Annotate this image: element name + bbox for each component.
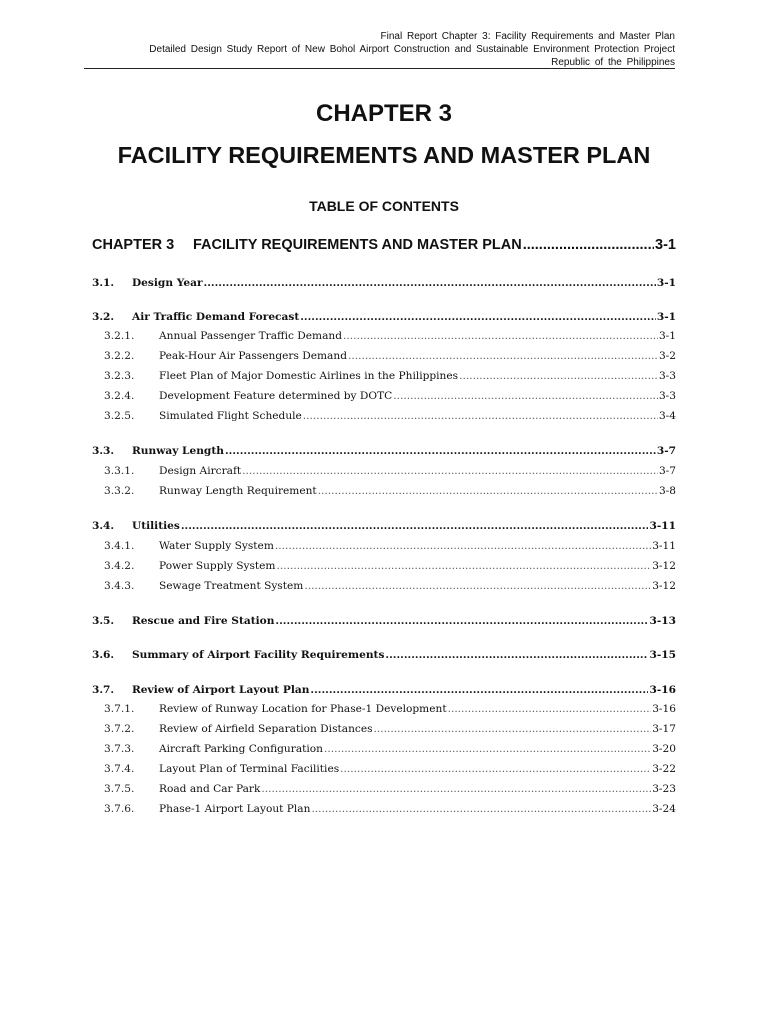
toc-entry-number: 3.2.1. <box>104 330 135 342</box>
toc-entry-page: 3-22 <box>652 763 676 775</box>
toc-entry-title: Design Aircraft <box>159 465 242 477</box>
toc-entry-title: Runway Length <box>132 445 224 457</box>
toc-entry[interactable] <box>104 465 676 477</box>
toc-entry-page: 3-3 <box>658 370 676 382</box>
toc-leader-dots <box>448 703 652 715</box>
header-country: Republic of the Philippines <box>551 57 675 68</box>
toc-entry-page: 3-16 <box>649 684 676 696</box>
chapter-title: FACILITY REQUIREMENTS AND MASTER PLAN <box>117 142 651 168</box>
toc-entry-page: 3-20 <box>652 743 676 755</box>
toc-entry-title: Runway Length Requirement <box>159 485 317 497</box>
toc-entry-page: 3-3 <box>658 390 676 402</box>
toc-title: TABLE OF CONTENTS <box>309 198 459 214</box>
toc-entry-page: 3-7 <box>656 445 676 457</box>
toc-entry-page: 3-12 <box>652 560 676 572</box>
toc-entry[interactable] <box>104 763 676 775</box>
toc-entry-page: 3-2 <box>658 350 676 362</box>
toc-entry-title: Simulated Flight Schedule <box>159 410 302 422</box>
toc-entry[interactable] <box>104 350 676 362</box>
toc-entry-title: Power Supply System <box>159 560 276 572</box>
toc-entry-page: 3-12 <box>652 580 676 592</box>
toc-entry-title: Design Year <box>132 277 203 289</box>
toc-entry-page: 3-24 <box>652 803 676 815</box>
toc-entry[interactable] <box>92 311 676 323</box>
toc-entry[interactable] <box>104 783 676 795</box>
toc-entry-number: 3.4. <box>92 520 115 532</box>
toc-entry[interactable] <box>104 330 676 342</box>
toc-leader-dots <box>374 723 652 735</box>
toc-leader-dots <box>261 783 651 795</box>
toc-entry-number: 3.3.2. <box>104 485 135 497</box>
toc-entry-number: 3.1. <box>92 277 115 289</box>
toc-entry[interactable] <box>104 390 676 402</box>
toc-entry-number: 3.2.5. <box>104 410 135 422</box>
toc-entry[interactable] <box>104 370 676 382</box>
header-project-title: Detailed Design Study Report of New Bohol Airport Construction and Sustainable Environment Protection Project <box>149 44 675 55</box>
toc-entry-page: 3-17 <box>652 723 676 735</box>
toc-entry-page: 3-1 <box>656 277 676 289</box>
toc-entry[interactable] <box>92 277 676 289</box>
toc-entry[interactable] <box>92 615 676 627</box>
toc-entry[interactable] <box>92 684 676 696</box>
toc-entry-title: Fleet Plan of Major Domestic Airlines in the Philippines <box>159 370 459 382</box>
toc-entry-title: Review of Airfield Separation Distances <box>159 723 373 735</box>
toc-leader-dots <box>311 803 651 815</box>
toc-entry-page: 3-11 <box>652 540 676 552</box>
toc-entry-number: 3.7.6. <box>104 803 135 815</box>
toc-leader-dots <box>304 580 651 592</box>
toc-leader-dots <box>523 237 654 253</box>
toc-entry-title: Air Traffic Demand Forecast <box>132 311 300 323</box>
toc-entry[interactable] <box>104 560 676 572</box>
toc-leader-dots <box>204 277 656 289</box>
toc-entry-number: 3.6. <box>92 649 115 661</box>
toc-entry-number: 3.7.3. <box>104 743 135 755</box>
toc-entry-page: 3-16 <box>652 703 676 715</box>
toc-entry-title: Sewage Treatment System <box>159 580 304 592</box>
toc-entry[interactable] <box>104 703 676 715</box>
toc-entry-page: 3-8 <box>658 485 676 497</box>
toc-entry-number: 3.2.3. <box>104 370 135 382</box>
toc-entry-number: 3.7.4. <box>104 763 135 775</box>
toc-entry[interactable] <box>104 743 676 755</box>
toc-entry-number: 3.3. <box>92 445 115 457</box>
toc-leader-dots <box>310 684 648 696</box>
toc-entry-number: 3.4.2. <box>104 560 135 572</box>
toc-entry[interactable] <box>92 237 676 253</box>
toc-entry-title: Review of Airport Layout Plan <box>132 684 310 696</box>
toc-entry-title: Summary of Airport Facility Requirements <box>132 649 385 661</box>
toc-entry-page: 3-15 <box>649 649 676 661</box>
toc-entry-title: Review of Runway Location for Phase-1 Development <box>159 703 447 715</box>
toc-entry-title: Annual Passenger Traffic Demand <box>159 330 342 342</box>
toc-entry-page: 3-1 <box>658 330 676 342</box>
toc-entry-number: 3.7.2. <box>104 723 135 735</box>
toc-entry[interactable] <box>104 540 676 552</box>
toc-entry-page: 3-23 <box>652 783 676 795</box>
toc-leader-dots <box>276 560 651 572</box>
toc-entry-page: 3-1 <box>656 311 676 323</box>
toc-leader-dots <box>343 330 658 342</box>
toc-entry-title: Layout Plan of Terminal Facilities <box>159 763 340 775</box>
toc-entry-title: Peak-Hour Air Passengers Demand <box>159 350 347 362</box>
toc-leader-dots <box>181 520 649 532</box>
toc-leader-dots <box>318 485 658 497</box>
toc-leader-dots <box>303 410 658 422</box>
toc-entry-title: Development Feature determined by DOTC <box>159 390 393 402</box>
toc-entry[interactable] <box>104 580 676 592</box>
toc-entry-number: 3.2. <box>92 311 115 323</box>
toc-entry[interactable] <box>104 803 676 815</box>
toc-entry-number: CHAPTER 3 <box>92 237 175 253</box>
toc-entry-number: 3.2.4. <box>104 390 135 402</box>
toc-entry-number: 3.7.5. <box>104 783 135 795</box>
toc-entry-number: 3.7. <box>92 684 115 696</box>
toc-leader-dots <box>348 350 658 362</box>
toc-entry-number: 3.7.1. <box>104 703 135 715</box>
toc-leader-dots <box>300 311 656 323</box>
toc-entry-number: 3.4.3. <box>104 580 135 592</box>
toc-entry[interactable] <box>104 723 676 735</box>
toc-entry-title: Phase-1 Airport Layout Plan <box>159 803 311 815</box>
toc-entry-number: 3.3.1. <box>104 465 135 477</box>
toc-entry-title: Road and Car Park <box>159 783 261 795</box>
toc-entry[interactable] <box>92 520 676 532</box>
toc-entry-title: Rescue and Fire Station <box>132 615 275 627</box>
toc-leader-dots <box>275 615 648 627</box>
toc-entry-number: 3.4.1. <box>104 540 135 552</box>
toc-entry-number: 3.2.2. <box>104 350 135 362</box>
toc-entry[interactable] <box>104 485 676 497</box>
toc-leader-dots <box>385 649 648 661</box>
toc-entry-number: 3.5. <box>92 615 115 627</box>
toc-leader-dots <box>340 763 651 775</box>
toc-entry-page: 3-7 <box>658 465 676 477</box>
toc-entry-title: Utilities <box>132 520 180 532</box>
toc-entry[interactable] <box>92 649 676 661</box>
toc-entry-title: Water Supply System <box>159 540 274 552</box>
toc-leader-dots <box>225 445 656 457</box>
toc-leader-dots <box>324 743 651 755</box>
toc-leader-dots <box>393 390 658 402</box>
toc-entry-title: Aircraft Parking Configuration <box>159 743 323 755</box>
toc-entry-page: 3-1 <box>655 237 676 253</box>
toc-leader-dots <box>275 540 651 552</box>
toc-entry-page: 3-11 <box>649 520 676 532</box>
chapter-number: CHAPTER 3 <box>315 100 453 127</box>
toc-entry-title: FACILITY REQUIREMENTS AND MASTER PLAN <box>193 237 522 253</box>
header-report-title: Final Report Chapter 3: Facility Requirements and Master Plan <box>380 31 675 42</box>
toc-leader-dots <box>242 465 658 477</box>
toc-entry-page: 3-4 <box>658 410 676 422</box>
toc-leader-dots <box>459 370 658 382</box>
toc-entry[interactable] <box>92 445 676 457</box>
toc-entry-page: 3-13 <box>649 615 676 627</box>
toc-entry[interactable] <box>104 410 676 422</box>
